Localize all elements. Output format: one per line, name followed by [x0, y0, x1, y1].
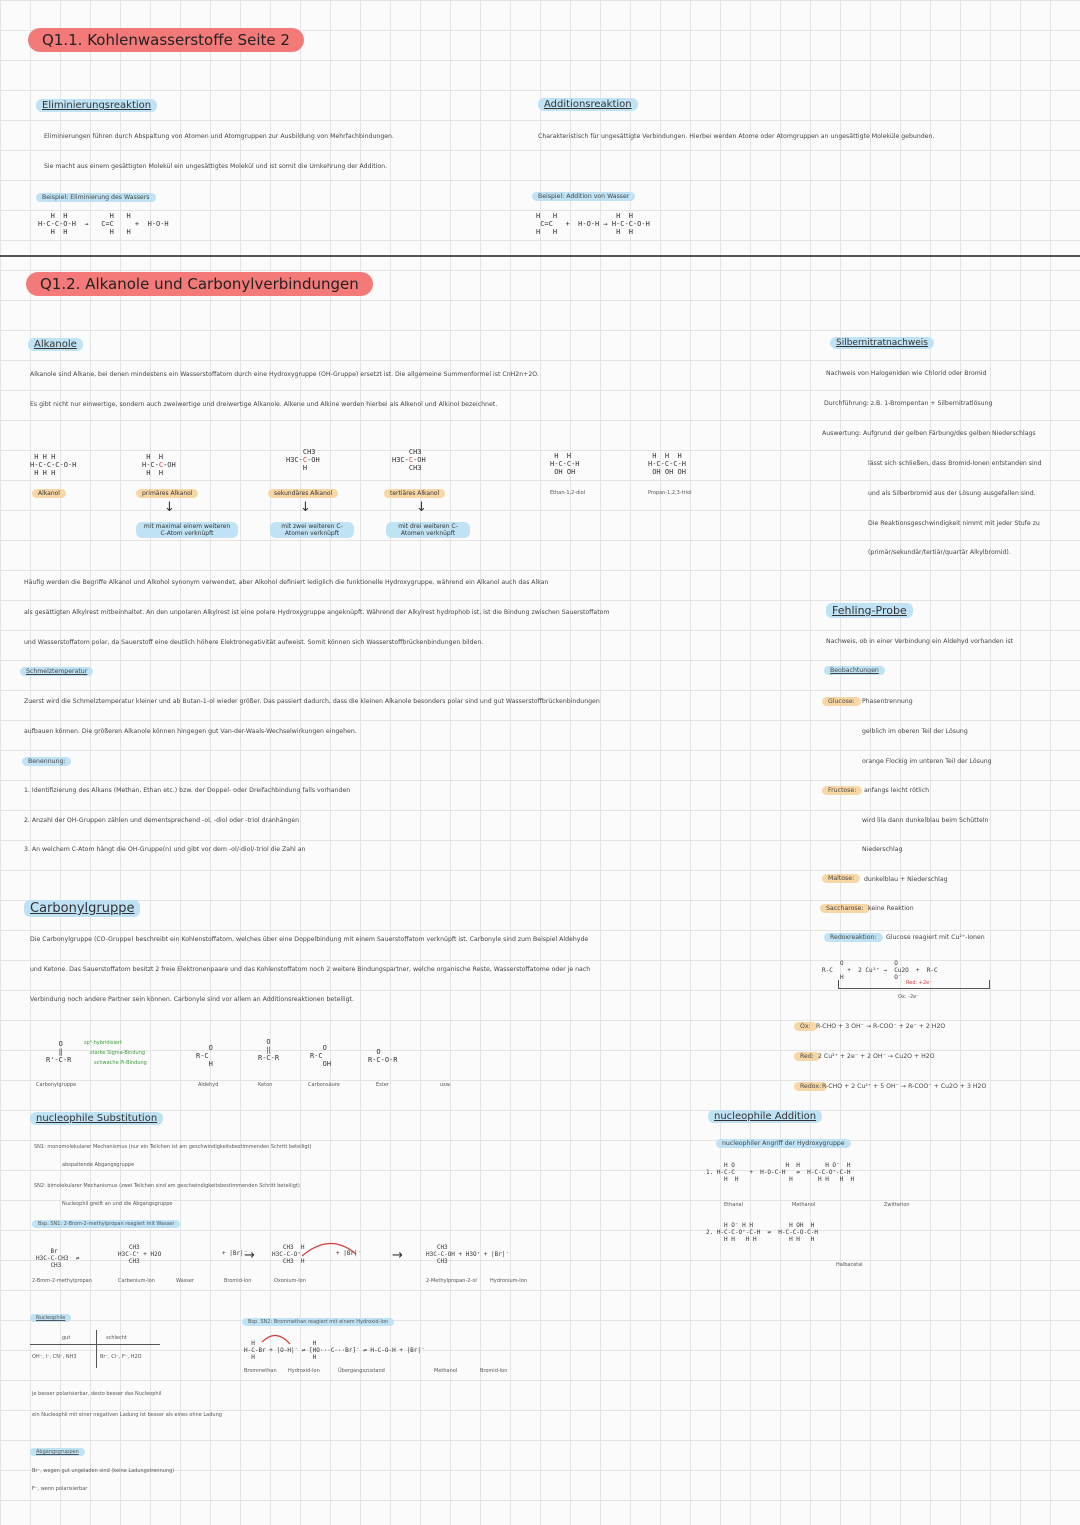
glucose-2: gelblich im oberen Teil der Lösung: [862, 728, 968, 735]
nadd-label-3: Zwitterion: [884, 1202, 910, 1208]
carb-text-1: Die Carbonylgruppe (CO-Gruppe) beschreibt ein Kohlenstoffatom, welches über eine Doppelbindung mit einem Sauerstoffatom verknüpft ist. Carbonyle sind zum Beispiel Aldehyde: [30, 936, 589, 943]
heading-abgangsgruppen: Abgangsgruppen: [30, 1448, 85, 1456]
table-hline: [30, 1344, 160, 1345]
elim-example-label: Beispiel: Eliminierung des Wassers: [36, 193, 156, 202]
nadd-step-1: H O H H H O⁻ H 1. H-C-C + H-O-C-H ⇌ H-C-C-O⁺-C-H H H H H H H H: [706, 1162, 855, 1183]
schmelz-text-1: Zuerst wird die Schmelztemperatur kleiner und ab Butan-1-ol wieder größer. Das passiert dadurch, dass die kleinen Alkanole besonders polar sind und gut Wasserstoffbrückenbindungen: [24, 698, 600, 705]
elim-text-1: Eliminierungen führen durch Abspaltung von Atomen und Atomgruppen zur Ausbildung von Mehrfachbindungen.: [44, 133, 394, 140]
hyb-note-3: schwache Pi-Bindung: [94, 1060, 147, 1066]
add-text-1: Charakteristisch für ungesättigte Verbindungen. Hierbei werden Atome oder Atomgruppen an ungesättigte Moleküle gebunden.: [538, 133, 935, 140]
label-carbonylgruppe: Carbonylgruppe: [36, 1082, 77, 1088]
mol-label-1: 2-Brom-2-methylpropan: [32, 1278, 92, 1284]
water-2: + |Br|⁻: [336, 1250, 362, 1257]
glucose-3: orange Flockig im unteren Teil der Lösung: [862, 758, 992, 765]
section-title-q11: Q1.1. Kohlenwasserstoffe Seite 2: [28, 28, 304, 52]
label-triol: Propan-1,2,3-triol: [648, 490, 692, 496]
bromide-ion-1: + |Br|⁻: [222, 1250, 248, 1257]
label-usw: usw.: [440, 1082, 451, 1088]
silber-4: lässt sich schließen, dass Bromid-Ionen entstanden sind: [868, 460, 1042, 467]
glucose-1: Phasentrennung: [862, 698, 913, 705]
alk-text-1: Alkanole sind Alkane, bei denen mindestens ein Wasserstoffatom durch eine Hydroxygruppe (OH-Gruppe) ersetzt ist. Die allgemeine Summenformel ist CnH2n+2O.: [30, 371, 539, 378]
elim-equation: H H H H H-C-C-O-H → C=C + H-O-H H H H H: [38, 212, 169, 236]
mol-label-5: Oxonium-Ion: [274, 1278, 306, 1284]
tertiary-note: mit drei weiteren C-Atomen verknüpft: [386, 522, 470, 538]
label-carbonsaeure: Carbonsäure: [308, 1082, 340, 1088]
fructose-label: Fructose:: [822, 786, 862, 795]
sn1-sub: abspaltende Abgangsgruppe: [62, 1162, 135, 1168]
heading-fehling: Fehling-Probe: [826, 603, 913, 618]
alk-para-3: und Wasserstoffatom polar, da Sauerstoff eine deutlich höhere Elektronegativität aufweist. Somit können sich Wasserstoffbrückenbindungen bilden.: [24, 639, 484, 646]
alkanol-structure: H H H H-C-C-C-O-H H H H: [30, 453, 77, 477]
heading-silbernitrat: Silbernitratnachweis: [830, 337, 934, 349]
heading-nucleophile-substitution: nucleophile Substitution: [30, 1112, 163, 1125]
nucleophile-col-bad: schlecht: [106, 1335, 127, 1341]
electron-arrow: [258, 1332, 294, 1346]
silber-6: Die Reaktionsgeschwindigkeit nimmt mit jeder Stufe zu: [868, 520, 1040, 527]
heading-beobachtungen: Beobachtungen: [824, 666, 885, 675]
sn1-start-molecule: Br H3C-C-CH3 ⇌ CH3: [36, 1248, 80, 1269]
alk-para-1: Häufig werden die Begriffe Alkanol und Alkohol synonym verwendet, aber Alkohol definiert lediglich die funktionelle Hydroxygruppe, während ein Alkanol auch das Alkan: [24, 579, 549, 586]
redox-equation: R-CHO + 2 Cu²⁺ + 5 OH⁻ → R-COO⁻ + Cu2O + 3 H2O: [822, 1083, 987, 1090]
triol-structure: H H H H-C-C-C-H OH OH OH: [648, 452, 686, 476]
carb-text-3: Verbindung noch andere Partner sein können. Carbonyle sind vor allem an Additionsreaktionen beteiligt.: [30, 996, 354, 1003]
nucleophile-note-1: je besser polarisierbar, desto besser das Nucleophil: [32, 1391, 162, 1397]
saccharose-label: Saccharose:: [820, 904, 870, 913]
heading-nucleophile-addition: nucleophile Addition: [708, 1110, 822, 1123]
heading-alkanole: Alkanole: [28, 338, 83, 351]
mol-label-7: Hydronium-Ion: [490, 1278, 528, 1284]
nadd-subtitle: nucleophiler Angriff der Hydroxygruppe: [716, 1139, 851, 1148]
ox-equation: R-CHO + 3 OH⁻ → R-COO⁻ + 2e⁻ + 2 H2O: [816, 1023, 946, 1030]
mol-label-6: 2-Methylpropan-2-ol: [426, 1278, 477, 1284]
sn2-example-label: Bsp. SN2: Brommethan reagiert mit einem Hydroxid-Ion: [242, 1318, 394, 1326]
ester-structure: O R-C-O-R: [368, 1048, 398, 1064]
redox-label: Redoxreaktion:: [824, 933, 883, 942]
nadd-step-2: H O⁻ H H H OH H 2. H-C-C-O⁺-C-H ⇌ H-C-C-O-C-H H H H H H H H: [706, 1222, 818, 1243]
silber-7: (primär/sekundär/tertiär/quartär Alkylbromid).: [868, 549, 1011, 556]
carboxylic-structure: O R-C OH: [310, 1044, 332, 1068]
nadd-label-2: Methanol: [792, 1202, 816, 1208]
fructose-3: Niederschlag: [862, 846, 903, 853]
primary-note: mit maximal einem weiteren C-Atom verknüpft: [136, 522, 238, 538]
section-title-q12: Q1.2. Alkanole und Carbonylverbindungen: [26, 272, 373, 296]
ox-electrons: Ox: -2e⁻: [898, 994, 919, 1000]
nucleophile-note-2: ein Nucleophil mit einer negativen Ladung ist besser als eines ohne Ladung: [32, 1412, 222, 1418]
sn1-text: SN1: monomolekularer Mechanismus (nur ein Teilchen ist am geschwindigkeitsbestimmenden Schritt beteiligt): [34, 1144, 312, 1150]
heading-carbonylgruppe: Carbonylgruppe: [24, 900, 140, 917]
abgang-1: Br⁻, wegen gut ungeladen sind (keine Ladungstrennung): [32, 1468, 175, 1474]
benennung-2: 2. Anzahl der OH-Gruppen zählen und dementsprechend -ol, -diol oder -triol dranhängen: [24, 817, 300, 824]
oxonium-ion: CH3 H H3C-C-O⁺ CH3 H: [272, 1244, 305, 1265]
label-ester: Ester: [376, 1082, 389, 1088]
hyb-note-1: sp²-hybridisiert: [84, 1040, 122, 1046]
secondary-note: mit zwei weiteren C-Atomen verknüpft: [270, 522, 354, 538]
silber-5: und als Silberbromid aus der Lösung ausgefallen sind.: [868, 490, 1036, 497]
abgang-2: F⁻, wenn polarisierbar: [32, 1486, 88, 1492]
red-equation: 2 Cu²⁺ + 2e⁻ + 2 OH⁻ → Cu2O + H2O: [818, 1053, 935, 1060]
fructose-2: wird lila dann dunkelblau beim Schütteln: [862, 817, 989, 824]
nucleophile-col-good: gut: [62, 1335, 71, 1341]
primary-alkanol-structure: H H H-C-C-OH H H: [142, 453, 176, 477]
maltose-1: dunkelblau + Niederschlag: [864, 876, 948, 883]
mol-label-2: Carbenium-Ion: [118, 1278, 155, 1284]
red-label: Red:: [794, 1052, 820, 1061]
hyb-note-2: starke Sigma-Bindung: [90, 1050, 146, 1056]
mol-label-3: Wasser: [176, 1278, 195, 1284]
redox-eq-label: Redox:: [794, 1082, 827, 1091]
heading-elimination: Eliminierungsreaktion: [36, 99, 157, 112]
diol-structure: H H H-C-C-H OH OH: [550, 452, 580, 476]
carbonyl-structure: O ‖ R'-C-R: [46, 1040, 72, 1064]
red-electrons: Red: +2e⁻: [906, 980, 932, 986]
aldehyde-structure: O R-C H: [196, 1044, 213, 1068]
sn2-label-4: Methanol: [434, 1368, 458, 1374]
nadd-label-4: Halbacetal: [836, 1262, 863, 1268]
table-vline: [96, 1330, 97, 1368]
sn2-sub: Nucleophil greift an und die Abgangsgruppe: [62, 1201, 173, 1207]
arrow-down-icon: ↓: [416, 500, 427, 515]
label-alkanol: Alkanol: [32, 489, 66, 498]
benennung-1: 1. Identifizierung des Alkans (Methan, Ethan etc.) bzw. der Doppel- oder Dreifachbindung falls vorhanden: [24, 787, 351, 794]
label-diol: Ethan-1,2-diol: [550, 490, 586, 496]
sn1-example-label: Bsp. SN1: 2-Brom-2-methylpropan reagiert mit Wasser: [32, 1220, 180, 1228]
sn2-label-5: Bromid-Ion: [480, 1368, 508, 1374]
fructose-1: anfangs leicht rötlich: [864, 787, 930, 794]
heading-schmelz: Schmelztemperatur: [20, 667, 93, 676]
label-keton: Keton: [258, 1082, 273, 1088]
sn2-label-3: Übergangszustand: [338, 1368, 385, 1374]
heading-nucleophile: Nucleophile: [30, 1314, 71, 1322]
nadd-label-1: Ethanal: [724, 1202, 743, 1208]
redox-text: Glucose reagiert mit Cu²⁺-Ionen: [886, 934, 985, 941]
sn1-product: CH3 H3C-C-OH + H3O⁺ + |Br|⁻ CH3: [426, 1244, 510, 1265]
alk-text-2: Es gibt nicht nur einwertige, sondern auch zweiwertige und dreiwertige Alkanole. Alkene und Alkine werden hierbei als Alkenol und Alkinol bezeichnet.: [30, 401, 498, 408]
arrow-down-icon: ↓: [300, 500, 311, 515]
glucose-label: Glucose:: [822, 697, 861, 706]
ketone-structure: O ‖ R-C-R: [258, 1038, 280, 1062]
redox-scheme: O O R-C + 2 Cu²⁺ → Cu2O + R-C H O⁻: [822, 960, 938, 981]
add-equation: H H H H C=C + H-O-H → H-C-C-O-H H H H H: [536, 212, 650, 236]
label-tertiary: tertiäres Alkanol: [384, 489, 445, 498]
sn2-text: SN2: bimolekularer Mechanismus (zwei Teilchen sind am geschwindigkeitsbestimmenden Schritt beteiligt): [34, 1183, 300, 1189]
carb-text-2: und Ketone. Das Sauerstoffatom besitzt 2 freie Elektronenpaare und das Kohlenstoffatom noch 2 weitere Bindungspartner, welche organische Reste, Wasserstoffatome oder je nach: [30, 966, 591, 973]
section-divider: [0, 255, 1080, 257]
tertiary-alkanol-structure: CH3 H3C-C-OH CH3: [392, 448, 426, 472]
arrow-down-icon: ↓: [164, 500, 175, 515]
arrow-right-icon: →: [392, 1248, 403, 1263]
maltose-label: Maltose:: [822, 874, 860, 883]
saccharose-1: keine Reaktion: [868, 905, 914, 912]
heading-addition: Additionsreaktion: [538, 98, 638, 111]
silber-3: Auswertung: Aufgrund der gelben Färbung/des gelben Niederschlags: [822, 430, 1036, 437]
secondary-alkanol-structure: CH3 H3C-C-OH H: [286, 448, 320, 472]
sn2-label-1: Brommethan: [244, 1368, 277, 1374]
alk-para-2: als gesättigten Alkylrest mitbeinhaltet. An den unpolaren Alkylrest ist eine polare Hydroxygruppe angeknüpft. Während der Alkylrest hydrophob ist, ist die Bindung zwischen Sauerstoffatom: [24, 609, 610, 616]
label-secondary: sekundäres Alkanol: [268, 489, 338, 498]
fehling-1: Nachweis, ob in einer Verbindung ein Aldehyd vorhanden ist: [826, 638, 1013, 645]
schmelz-text-2: aufbauen können. Die größeren Alkanole können hingegen gut Van-der-Waals-Wechselwirkungen eingehen.: [24, 728, 357, 735]
label-aldehyd: Aldehyd: [198, 1082, 219, 1088]
heading-benennung: Benennung:: [22, 757, 71, 766]
silber-2: Durchführung: z.B. 1-Brompentan + Silbernitratlösung: [824, 400, 993, 407]
benennung-3: 3. An welchem C-Atom hängt die OH-Gruppe(n) und gibt vor dem -ol/-diol/-triol die Zahl an: [24, 846, 306, 853]
carbenium-ion: CH3 H3C-C⁺ + H2O CH3: [118, 1244, 162, 1265]
nucleophile-good-list: OH⁻, I⁻, CN⁻, NH3: [32, 1354, 77, 1360]
sn2-label-2: Hydroxid-Ion: [288, 1368, 320, 1374]
add-example-label: Beispiel: Addition von Wasser: [532, 192, 635, 201]
mol-label-4: Bromid-Ion: [224, 1278, 252, 1284]
arrow-right-icon: →: [244, 1248, 255, 1263]
nucleophile-bad-list: Br⁻, Cl⁻, F⁻, H2O: [100, 1354, 142, 1360]
label-primary: primäres Alkanol: [136, 489, 198, 498]
elim-text-2: Sie macht aus einem gesättigten Molekül ein ungesättigtes Molekül und ist somit die Umkehrung der Addition.: [44, 163, 388, 170]
sn2-equation: H H H-C-Br + |O-H|⁻ ⇌ [HO···C···Br]⁻ ⇌ H-C-O-H + |Br|⁻ H H: [244, 1340, 425, 1361]
ox-label: Ox:: [794, 1022, 817, 1031]
silber-1: Nachweis von Halogeniden wie Chlorid oder Bromid: [826, 370, 987, 377]
